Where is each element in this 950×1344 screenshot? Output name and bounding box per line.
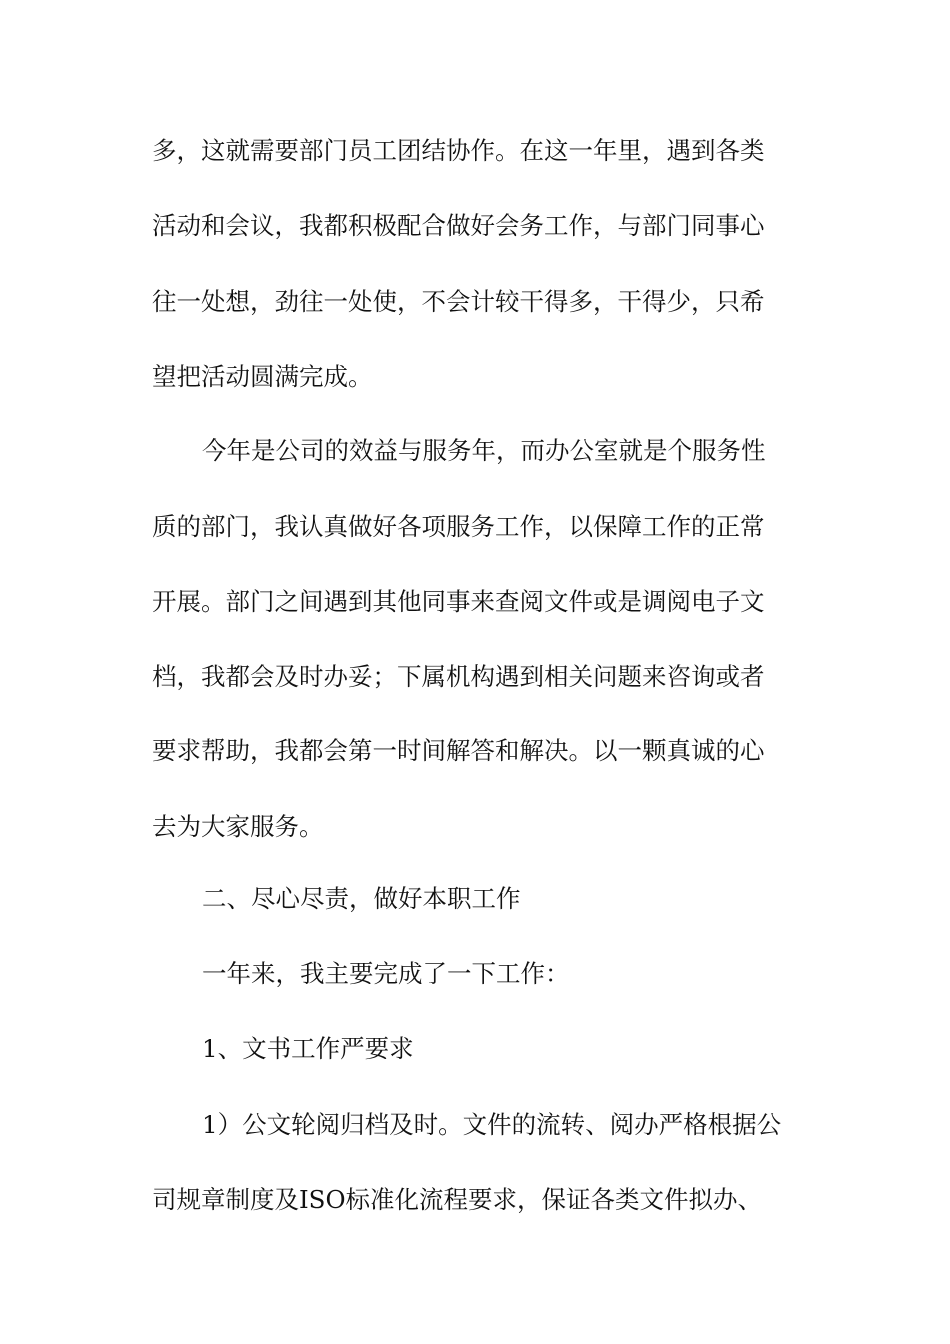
text-line <box>0 282 950 322</box>
subsection-heading-text: 1、文书工作严要求 <box>202 1034 414 1063</box>
paragraph-first-line <box>0 431 950 471</box>
paragraph-first-line <box>0 954 950 994</box>
text-line <box>0 657 950 697</box>
text-line-content: 往一处想，劲往一处使，不会计较干得多，干得少，只希 <box>152 287 765 316</box>
text-line-content: 质的部门，我认真做好各项服务工作，以保障工作的正常 <box>152 512 765 541</box>
text-line <box>0 357 950 397</box>
subsection-heading <box>0 1029 950 1069</box>
text-line-content: 多，这就需要部门员工团结协作。在这一年里，遇到各类 <box>152 136 765 165</box>
text-line-content: 活动和会议，我都积极配合做好会务工作，与部门同事心 <box>152 211 765 240</box>
text-line-content: 望把活动圆满完成。 <box>152 362 373 391</box>
text-line-content: 档，我都会及时办妥；下属机构遇到相关问题来咨询或者 <box>152 662 765 691</box>
text-line <box>0 731 950 771</box>
text-line-content: 司规章制度及ISO标准化流程要求，保证各类文件拟办、 <box>152 1185 763 1214</box>
text-line-content: 今年是公司的效益与服务年，而办公室就是个服务性 <box>202 436 766 465</box>
section-heading <box>0 879 950 919</box>
paragraph-first-line <box>0 1105 950 1145</box>
text-line-content: 要求帮助，我都会第一时间解答和解决。以一颗真诚的心 <box>152 736 765 765</box>
text-line <box>0 131 950 171</box>
text-line-content: 1）公文轮阅归档及时。文件的流转、阅办严格根据公 <box>202 1110 782 1139</box>
text-line <box>0 206 950 246</box>
text-line-content: 开展。部门之间遇到其他同事来查阅文件或是调阅电子文 <box>152 587 765 616</box>
text-line <box>0 507 950 547</box>
text-line-content: 一年来，我主要完成了一下工作： <box>202 959 570 988</box>
text-line <box>0 1180 950 1220</box>
text-line <box>0 582 950 622</box>
section-heading-text: 二、尽心尽责，做好本职工作 <box>202 884 521 913</box>
text-line <box>0 807 950 847</box>
text-line-content: 去为大家服务。 <box>152 812 324 841</box>
